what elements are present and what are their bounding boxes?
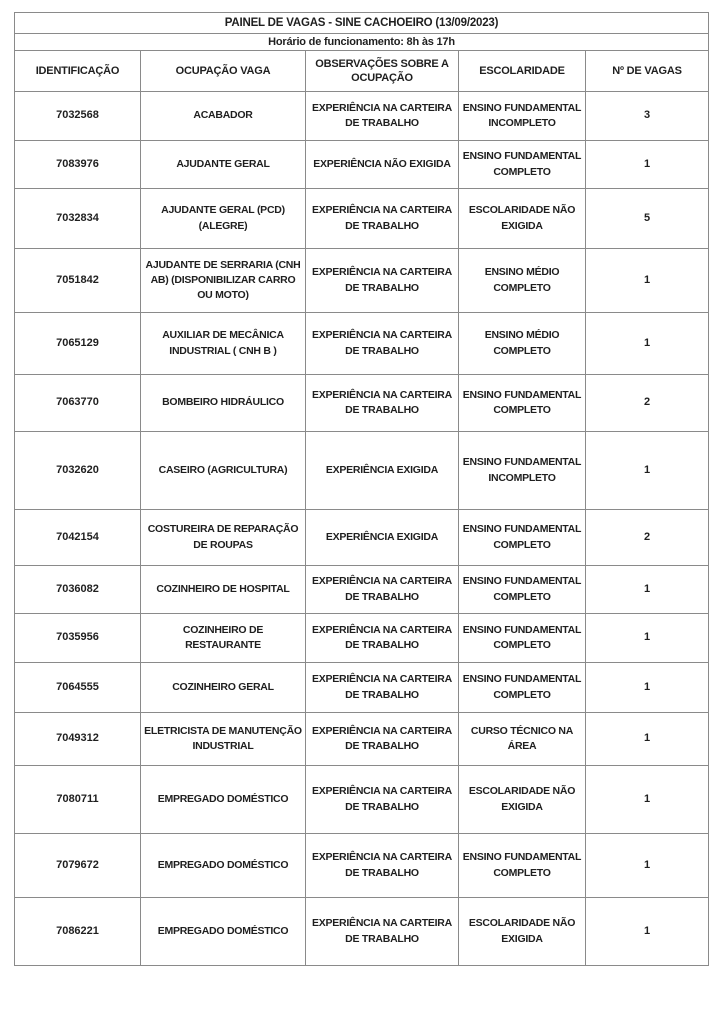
cell-education: ENSINO FUNDAMENTAL COMPLETO bbox=[459, 510, 586, 566]
cell-education: ENSINO FUNDAMENTAL COMPLETO bbox=[459, 566, 586, 614]
table-row bbox=[15, 249, 709, 313]
cell-id: 7035956 bbox=[15, 614, 141, 663]
table-row bbox=[15, 566, 709, 614]
cell-id: 7080711 bbox=[15, 766, 141, 834]
cell-id: 7049312 bbox=[15, 713, 141, 766]
table-row bbox=[15, 766, 709, 834]
cell-observation: EXPERIÊNCIA NA CARTEIRA DE TRABALHO bbox=[306, 898, 459, 966]
cell-occupation: CASEIRO (AGRICULTURA) bbox=[141, 432, 306, 510]
cell-occupation: EMPREGADO DOMÉSTICO bbox=[141, 834, 306, 898]
cell-occupation: BOMBEIRO HIDRÁULICO bbox=[141, 375, 306, 432]
cell-vacancies: 1 bbox=[586, 834, 709, 898]
cell-vacancies: 1 bbox=[586, 663, 709, 713]
cell-occupation: COZINHEIRO DE RESTAURANTE bbox=[141, 614, 306, 663]
subtitle-row bbox=[15, 34, 709, 51]
cell-vacancies: 5 bbox=[586, 189, 709, 249]
table-row bbox=[15, 189, 709, 249]
cell-education: CURSO TÉCNICO NA ÁREA bbox=[459, 713, 586, 766]
cell-observation: EXPERIÊNCIA NA CARTEIRA DE TRABALHO bbox=[306, 713, 459, 766]
cell-id: 7042154 bbox=[15, 510, 141, 566]
cell-vacancies: 2 bbox=[586, 375, 709, 432]
cell-vacancies: 1 bbox=[586, 614, 709, 663]
cell-occupation: COZINHEIRO DE HOSPITAL bbox=[141, 566, 306, 614]
cell-occupation: AJUDANTE DE SERRARIA (CNH AB) (DISPONIBILIZAR CARRO OU MOTO) bbox=[141, 249, 306, 313]
table-row bbox=[15, 898, 709, 966]
cell-occupation: ACABADOR bbox=[141, 92, 306, 141]
cell-observation: EXPERIÊNCIA NA CARTEIRA DE TRABALHO bbox=[306, 566, 459, 614]
column-header-identificacao: IDENTIFICAÇÃO bbox=[15, 51, 141, 92]
table-row bbox=[15, 510, 709, 566]
cell-id: 7051842 bbox=[15, 249, 141, 313]
table-row bbox=[15, 614, 709, 663]
vagas-table bbox=[14, 12, 709, 966]
cell-id: 7036082 bbox=[15, 566, 141, 614]
cell-observation: EXPERIÊNCIA NA CARTEIRA DE TRABALHO bbox=[306, 766, 459, 834]
cell-education: ESCOLARIDADE NÃO EXIGIDA bbox=[459, 766, 586, 834]
cell-observation: EXPERIÊNCIA EXIGIDA bbox=[306, 432, 459, 510]
cell-occupation: COZINHEIRO GERAL bbox=[141, 663, 306, 713]
cell-education: ENSINO FUNDAMENTAL COMPLETO bbox=[459, 141, 586, 189]
vagas-table-body bbox=[15, 92, 709, 966]
document-title: PAINEL DE VAGAS - SINE CACHOEIRO (13/09/2023) bbox=[15, 13, 709, 34]
cell-occupation: AJUDANTE GERAL bbox=[141, 141, 306, 189]
cell-id: 7032568 bbox=[15, 92, 141, 141]
cell-vacancies: 1 bbox=[586, 313, 709, 375]
cell-occupation: AJUDANTE GERAL (PCD) (ALEGRE) bbox=[141, 189, 306, 249]
cell-observation: EXPERIÊNCIA NA CARTEIRA DE TRABALHO bbox=[306, 663, 459, 713]
cell-observation: EXPERIÊNCIA NA CARTEIRA DE TRABALHO bbox=[306, 375, 459, 432]
table-row bbox=[15, 313, 709, 375]
cell-id: 7032620 bbox=[15, 432, 141, 510]
cell-occupation: AUXILIAR DE MECÂNICA INDUSTRIAL ( CNH B ) bbox=[141, 313, 306, 375]
column-header-observacoes: OBSERVAÇÕES SOBRE A OCUPAÇÃO bbox=[306, 51, 459, 92]
cell-education: ENSINO FUNDAMENTAL INCOMPLETO bbox=[459, 432, 586, 510]
column-header-row bbox=[15, 51, 709, 92]
cell-vacancies: 3 bbox=[586, 92, 709, 141]
cell-education: ENSINO MÉDIO COMPLETO bbox=[459, 249, 586, 313]
cell-observation: EXPERIÊNCIA NA CARTEIRA DE TRABALHO bbox=[306, 189, 459, 249]
cell-education: ENSINO MÉDIO COMPLETO bbox=[459, 313, 586, 375]
table-row bbox=[15, 375, 709, 432]
column-header-num-vagas: Nº DE VAGAS bbox=[586, 51, 709, 92]
cell-observation: EXPERIÊNCIA NA CARTEIRA DE TRABALHO bbox=[306, 834, 459, 898]
cell-education: ENSINO FUNDAMENTAL COMPLETO bbox=[459, 834, 586, 898]
cell-id: 7064555 bbox=[15, 663, 141, 713]
cell-occupation: EMPREGADO DOMÉSTICO bbox=[141, 766, 306, 834]
cell-vacancies: 2 bbox=[586, 510, 709, 566]
opening-hours: Horário de funcionamento: 8h às 17h bbox=[15, 34, 709, 51]
cell-education: ENSINO FUNDAMENTAL COMPLETO bbox=[459, 375, 586, 432]
cell-education: ESCOLARIDADE NÃO EXIGIDA bbox=[459, 898, 586, 966]
table-row bbox=[15, 713, 709, 766]
cell-education: ENSINO FUNDAMENTAL COMPLETO bbox=[459, 614, 586, 663]
cell-id: 7065129 bbox=[15, 313, 141, 375]
title-row bbox=[15, 13, 709, 34]
table-row bbox=[15, 663, 709, 713]
cell-observation: EXPERIÊNCIA NA CARTEIRA DE TRABALHO bbox=[306, 313, 459, 375]
cell-vacancies: 1 bbox=[586, 249, 709, 313]
cell-occupation: COSTUREIRA DE REPARAÇÃO DE ROUPAS bbox=[141, 510, 306, 566]
table-row bbox=[15, 92, 709, 141]
cell-observation: EXPERIÊNCIA NA CARTEIRA DE TRABALHO bbox=[306, 92, 459, 141]
cell-vacancies: 1 bbox=[586, 766, 709, 834]
cell-education: ENSINO FUNDAMENTAL INCOMPLETO bbox=[459, 92, 586, 141]
cell-id: 7079672 bbox=[15, 834, 141, 898]
cell-occupation: EMPREGADO DOMÉSTICO bbox=[141, 898, 306, 966]
cell-observation: EXPERIÊNCIA NA CARTEIRA DE TRABALHO bbox=[306, 614, 459, 663]
cell-vacancies: 1 bbox=[586, 141, 709, 189]
cell-occupation: ELETRICISTA DE MANUTENÇÃO INDUSTRIAL bbox=[141, 713, 306, 766]
cell-vacancies: 1 bbox=[586, 898, 709, 966]
cell-id: 7086221 bbox=[15, 898, 141, 966]
table-row bbox=[15, 834, 709, 898]
cell-observation: EXPERIÊNCIA EXIGIDA bbox=[306, 510, 459, 566]
column-header-escolaridade: ESCOLARIDADE bbox=[459, 51, 586, 92]
cell-education: ENSINO FUNDAMENTAL COMPLETO bbox=[459, 663, 586, 713]
table-row bbox=[15, 432, 709, 510]
cell-vacancies: 1 bbox=[586, 432, 709, 510]
cell-vacancies: 1 bbox=[586, 713, 709, 766]
cell-id: 7032834 bbox=[15, 189, 141, 249]
column-header-ocupacao-vaga: OCUPAÇÃO VAGA bbox=[141, 51, 306, 92]
cell-vacancies: 1 bbox=[586, 566, 709, 614]
cell-observation: EXPERIÊNCIA NÃO EXIGIDA bbox=[306, 141, 459, 189]
cell-id: 7083976 bbox=[15, 141, 141, 189]
cell-education: ESCOLARIDADE NÃO EXIGIDA bbox=[459, 189, 586, 249]
table-row bbox=[15, 141, 709, 189]
cell-observation: EXPERIÊNCIA NA CARTEIRA DE TRABALHO bbox=[306, 249, 459, 313]
cell-id: 7063770 bbox=[15, 375, 141, 432]
